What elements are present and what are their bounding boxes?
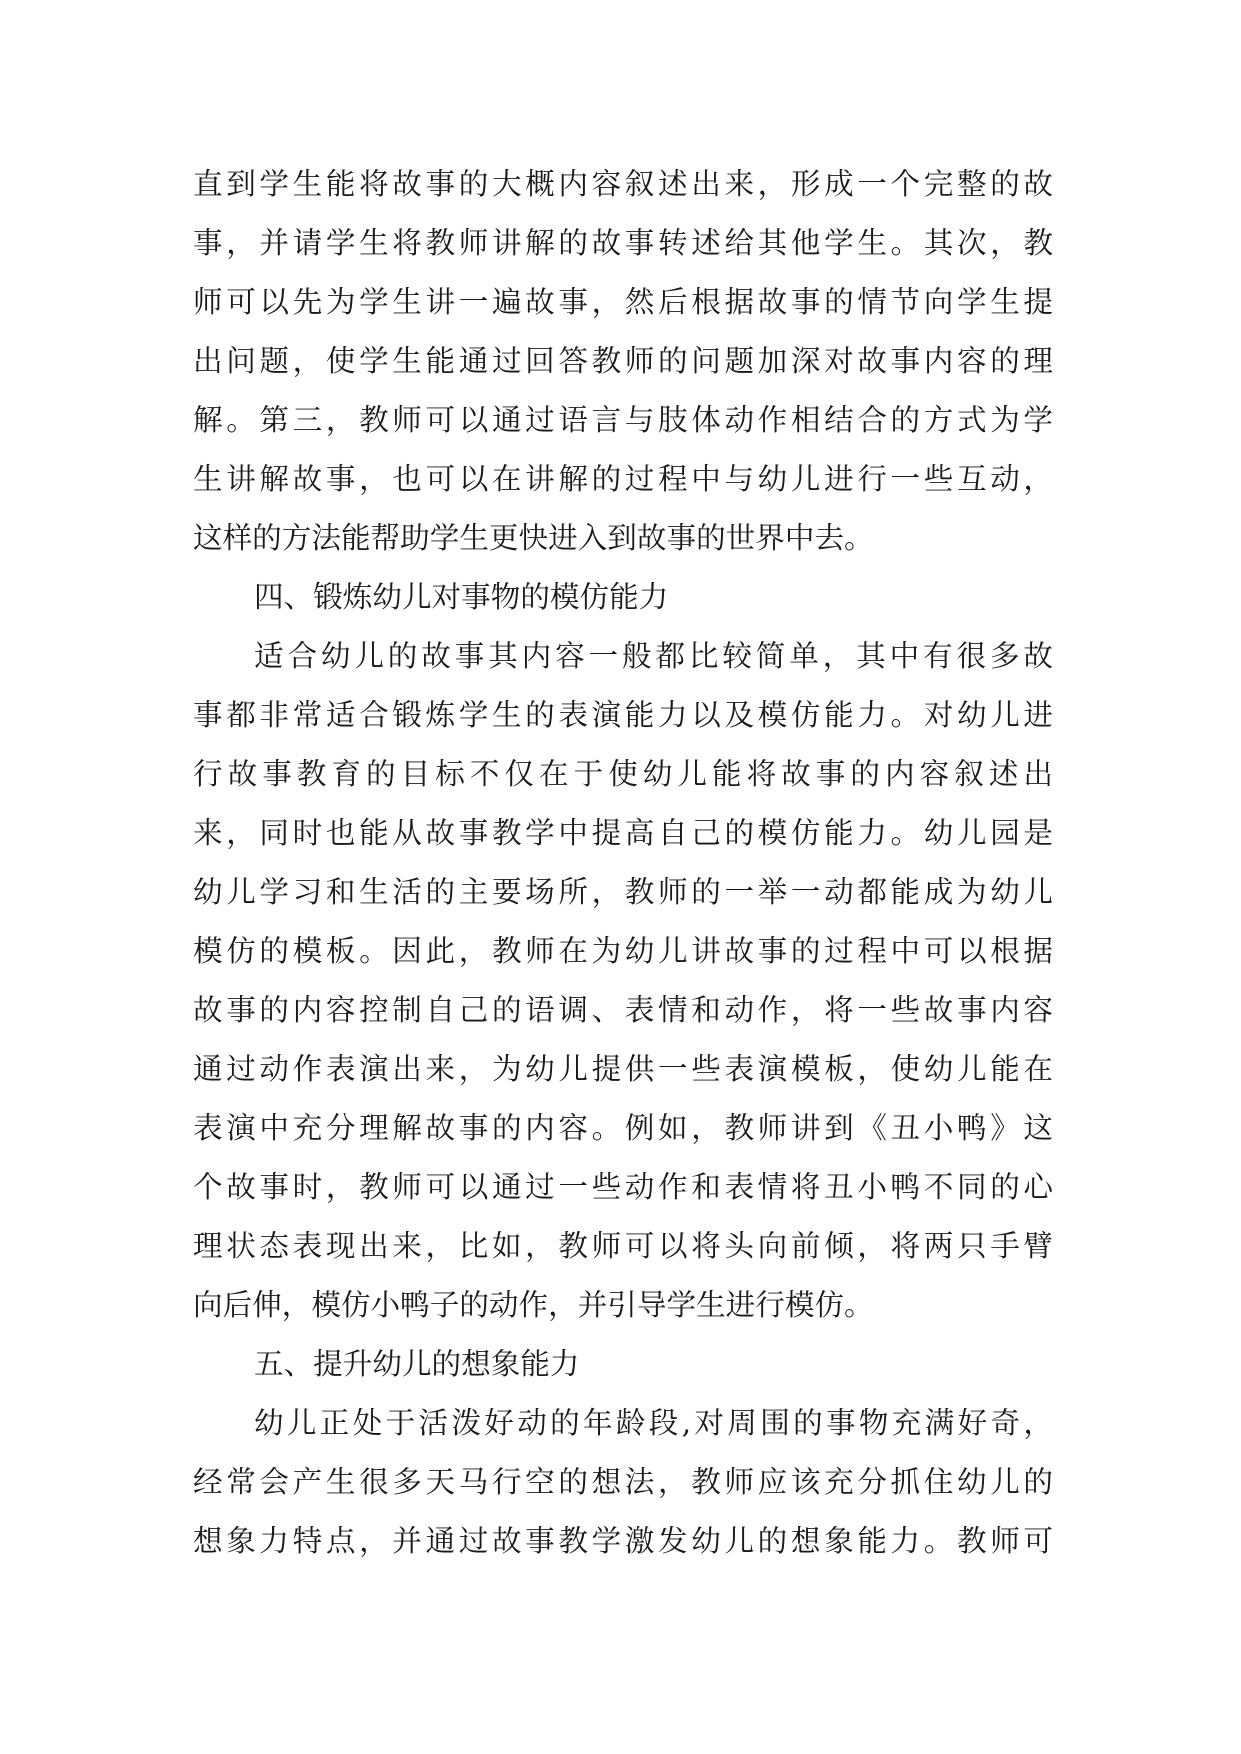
text-line: 模仿的模板。因此，教师在为幼儿讲故事的过程中可以根据	[193, 934, 1053, 968]
paragraph-first-line: 幼儿正处于活泼好动的年龄段,对周围的事物充满好奇，	[254, 1406, 1053, 1440]
text-line: 解。第三，教师可以通过语言与肢体动作相结合的方式为学	[193, 403, 1053, 437]
text-line: 出问题，使学生能通过回答教师的问题加深对故事内容的理	[193, 344, 1053, 378]
text-line: 表演中充分理解故事的内容。例如，教师讲到《丑小鸭》这	[193, 1111, 1053, 1145]
text-line: 行故事教育的目标不仅在于使幼儿能将故事的内容叙述出	[193, 757, 1053, 791]
text-line: 这样的方法能帮助学生更快进入到故事的世界中去。	[193, 521, 874, 555]
section-heading: 五、提升幼儿的想象能力	[254, 1347, 580, 1381]
section-heading: 四、锻炼幼儿对事物的模仿能力	[254, 580, 669, 614]
text-line: 幼儿学习和生活的主要场所，教师的一举一动都能成为幼儿	[193, 875, 1053, 909]
text-line: 经常会产生很多天马行空的想法，教师应该充分抓住幼儿的	[193, 1465, 1053, 1499]
text-line: 直到学生能将故事的大概内容叙述出来，形成一个完整的故	[193, 167, 1053, 201]
text-line: 来，同时也能从故事教学中提高自己的模仿能力。幼儿园是	[193, 816, 1053, 850]
text-line: 师可以先为学生讲一遍故事，然后根据故事的情节向学生提	[193, 285, 1053, 319]
text-line: 向后伸，模仿小鸭子的动作，并引导学生进行模仿。	[193, 1288, 874, 1322]
text-line: 故事的内容控制自己的语调、表情和动作，将一些故事内容	[193, 993, 1053, 1027]
text-line: 事都非常适合锻炼学生的表演能力以及模仿能力。对幼儿进	[193, 698, 1053, 732]
text-line: 个故事时，教师可以通过一些动作和表情将丑小鸭不同的心	[193, 1170, 1053, 1204]
text-line: 事，并请学生将教师讲解的故事转述给其他学生。其次，教	[193, 226, 1053, 260]
text-line: 想象力特点，并通过故事教学激发幼儿的想象能力。教师可	[193, 1524, 1053, 1558]
text-line: 理状态表现出来，比如，教师可以将头向前倾，将两只手臂	[193, 1229, 1053, 1263]
text-line: 通过动作表演出来，为幼儿提供一些表演模板，使幼儿能在	[193, 1052, 1053, 1086]
text-line: 生讲解故事，也可以在讲解的过程中与幼儿进行一些互动，	[193, 462, 1053, 496]
paragraph-first-line: 适合幼儿的故事其内容一般都比较简单，其中有很多故	[254, 639, 1053, 673]
